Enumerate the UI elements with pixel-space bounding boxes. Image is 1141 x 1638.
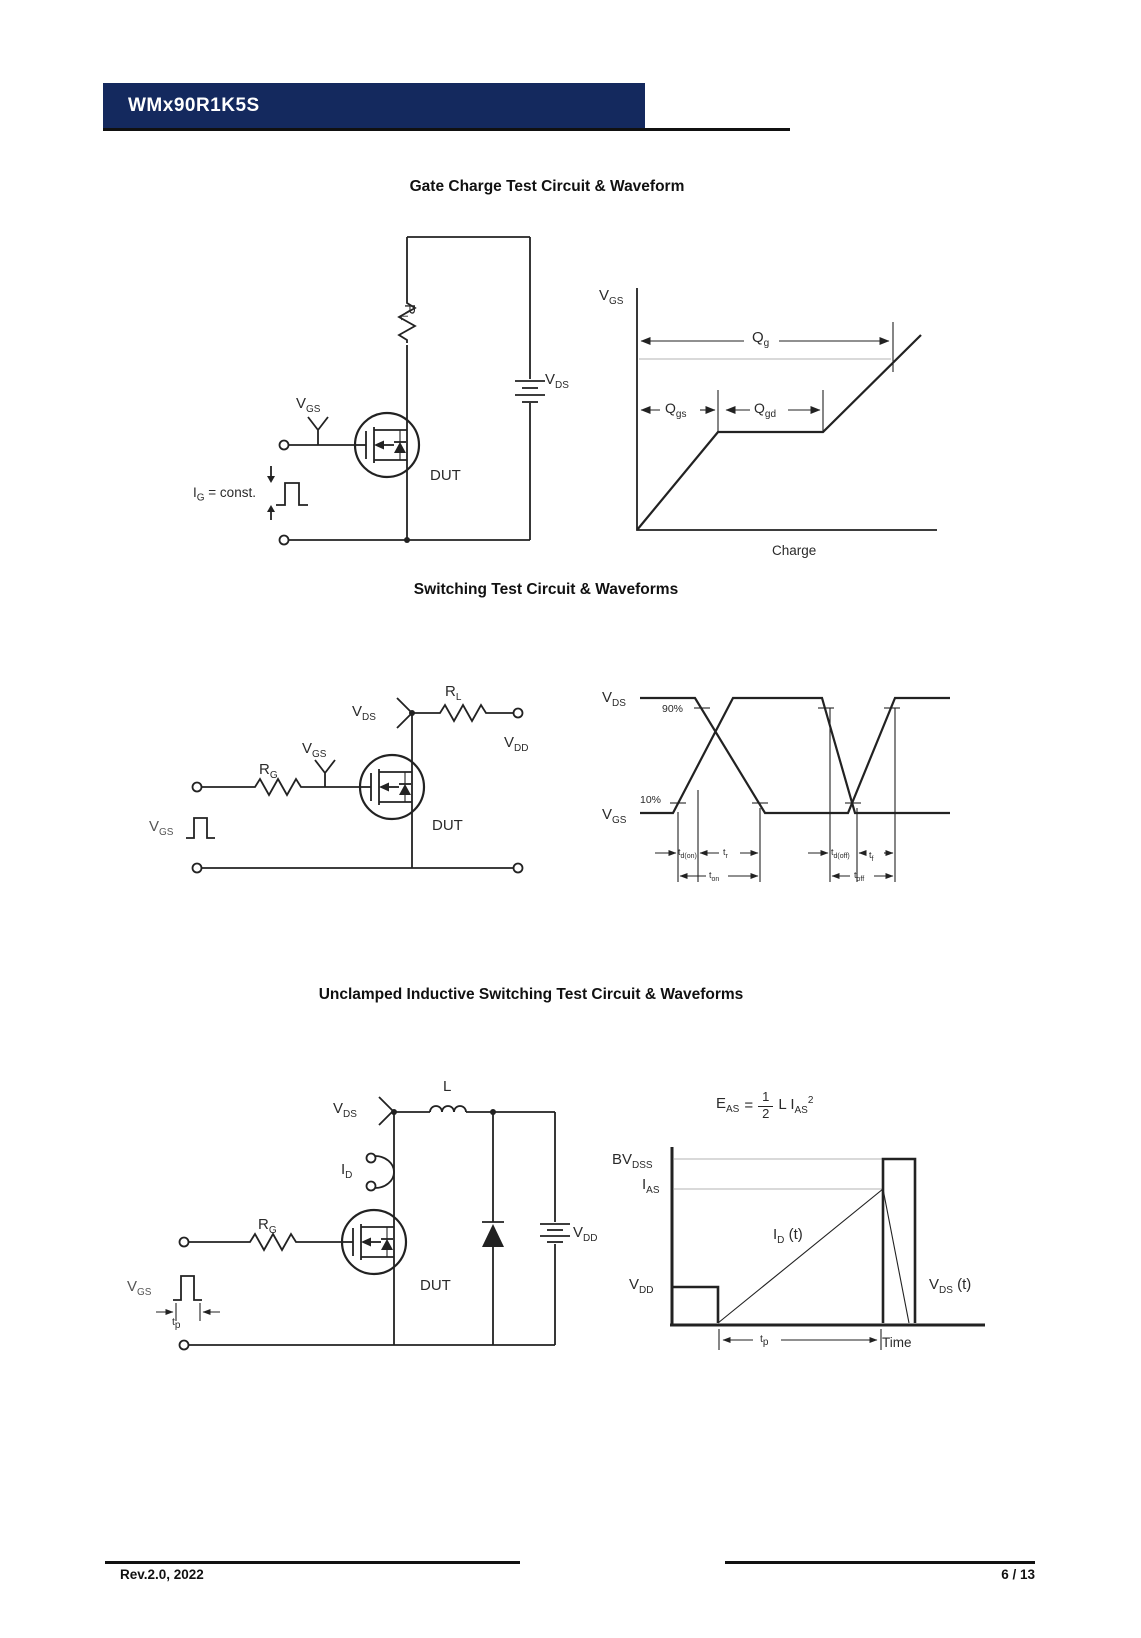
fig2-label-dut: DUT (432, 817, 463, 834)
footer-page-number: 6 / 13 (1001, 1567, 1035, 1582)
fig1-wave-ylabel: $V_{GS}$ (599, 287, 624, 307)
fig3-wave-ias: $I_{AS}$ (642, 1176, 660, 1196)
fig3-title: Unclamped Inductive Switching Test Circuit & Waveforms (318, 986, 744, 1003)
fig3-label-vdd: $V_{DD}$ (573, 1224, 598, 1244)
fig3-label-id-probe: $I_D$ (341, 1161, 353, 1181)
fig1-circuit-art (267, 237, 545, 545)
fig2-wave-td-off: $t_{d(off)}$ (831, 847, 850, 860)
fig2-label-vdd: $V_{DD}$ (504, 734, 529, 754)
fig2-label-vgs-probe: $V_{GS}$ (302, 740, 327, 760)
header-rule (103, 128, 790, 131)
fig3-circuit-art (156, 1097, 570, 1350)
fig3-label-tp: $t_p$ (172, 1316, 181, 1332)
fig2-title: Switching Test Circuit & Waveforms (413, 581, 679, 598)
fig3-label-vgs-input: $V_{GS}$ (127, 1278, 152, 1298)
fig2-label-rl: $R_L$ (445, 683, 462, 703)
fig1-label-vds-supply: $V_{DS}$ (545, 371, 569, 391)
fig1-wave-qgd: $Q_{gd}$ (754, 400, 777, 420)
fig3-label-rg: $R_G$ (258, 1216, 277, 1236)
fig2-wave-ton: $t_{on}$ (709, 870, 720, 883)
fig1-title: Gate Charge Test Circuit & Waveform (409, 178, 685, 195)
footer-revision: Rev.2.0, 2022 (120, 1567, 204, 1582)
fig2-wave-90pct: 90% (662, 703, 684, 715)
fig3-wave-tp: $t_p$ (760, 1333, 769, 1349)
fig3-label-dut: DUT (420, 1277, 451, 1294)
fig1-label-rl: $R_L$ (398, 304, 418, 321)
footer-rule-left (105, 1561, 520, 1564)
fig2-wave-10pct: 10% (640, 794, 662, 806)
fig3-wave-vdd: $V_{DD}$ (629, 1276, 654, 1296)
fig3-wave-time: Time (882, 1335, 912, 1350)
fig1-wave-qg: $Q_g$ (752, 329, 770, 349)
fig3-waveform-art (670, 1147, 985, 1350)
fig2-label-vgs-input: $V_{GS}$ (149, 818, 174, 838)
fig3-wave-bvdss: $BV_{DSS}$ (612, 1151, 653, 1171)
fig3-label-inductor: L (443, 1078, 452, 1095)
fig2-wave-vgs-label: $V_{GS}$ (602, 806, 627, 826)
fig1-label-ig-const: $I_G$ = const. (193, 485, 256, 504)
fig3-wave-id-t: $I_D$ (t) (773, 1226, 803, 1246)
fig2-wave-vds-label: $V_{DS}$ (602, 689, 626, 709)
fig2-wave-tf: $t_f$ (869, 850, 874, 863)
fig1-wave-xlabel: Charge (772, 543, 817, 558)
fig1-wave-qgs: $Q_{gs}$ (665, 400, 687, 420)
fig2-label-vds-probe: $V_{DS}$ (352, 703, 376, 723)
fraction-one-half: $\frac{1}{2}$ (758, 1090, 773, 1122)
fig3-eas-equation: $E_{AS}$ = $\frac{1}{2}$ L $I_{AS}^2$ (716, 1089, 814, 1121)
fig1-label-vgs-probe: $V_{GS}$ (296, 395, 321, 415)
fig2-wave-tr: $t_r$ (723, 847, 728, 860)
fig2-wave-td-on: $t_{d(on)}$ (678, 847, 697, 860)
fig1-label-dut: DUT (430, 467, 461, 484)
fig3-label-vds-probe: $V_{DS}$ (333, 1100, 357, 1120)
header-bar (103, 83, 645, 130)
fig2-wave-toff: $t_{off}$ (854, 870, 865, 883)
footer-rule-right (725, 1561, 1035, 1564)
fig2-circuit-art (186, 698, 523, 873)
fig2-label-rg: $R_G$ (259, 761, 278, 781)
product-title: WMx90R1K5S (128, 95, 260, 116)
fig3-wave-vds-t: $V_{DS}$ (t) (929, 1276, 972, 1296)
